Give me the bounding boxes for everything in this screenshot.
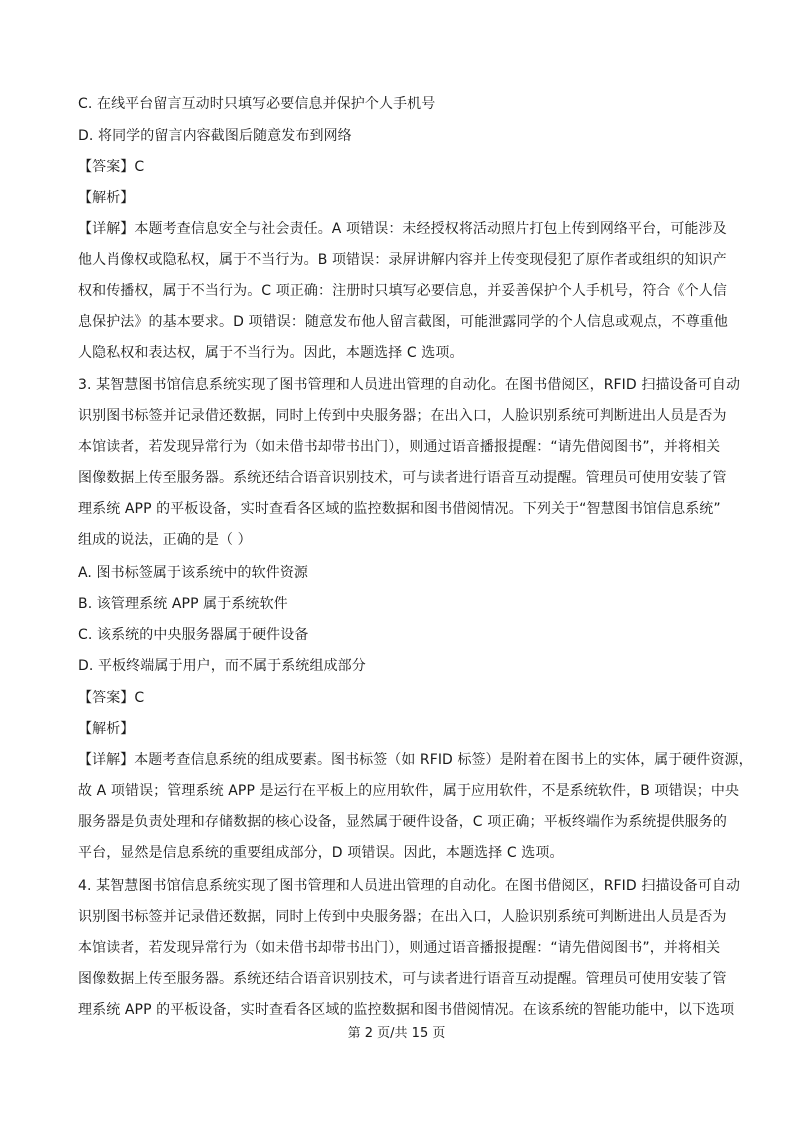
detail-q2-line-4: 息保护法》的基本要求。D 项错误：随意发布他人留言截图，可能泄露同学的个人信息或观点，不尊重他 (78, 314, 728, 330)
question-4-line-3: 本馆读者，若发现异常行为（如未借书却带书出门），则通过语音播报提醒：“请先借阅图书”，并将相关 (78, 940, 721, 956)
q3-option-d: D. 平板终端属于用户，而不属于系统组成部分 (78, 658, 366, 674)
detail-q3-line-3: 服务器是负责处理和存储数据的核心设备，显然属于硬件设备，C 项正确；平板终端作为系统提供服务的 (78, 814, 727, 830)
q3-option-b: B. 该管理系统 APP 属于系统软件 (78, 596, 288, 612)
page-number: 第 2 页/共 15 页 (347, 1026, 446, 1041)
detail-q3-line-4: 平台，显然是信息系统的重要组成部分，D 项错误。因此，本题选择 C 选项。 (78, 845, 564, 861)
question-3-line-3: 本馆读者，若发现异常行为（如未借书却带书出门），则通过语音播报提醒：“请先借阅图书”，并将相关 (78, 439, 721, 455)
question-4-line-2: 识别图书标签并记录借还数据，同时上传到中央服务器；在出入口，人脸识别系统可判断进出人员是否为 (78, 909, 727, 925)
detail-q2-line-3: 权和传播权，属于不当行为。C 项正确：注册时只填写必要信息，并妥善保护个人手机号，符合《个人信 (78, 283, 727, 299)
question-3-line-6: 组成的说法，正确的是（ ） (78, 532, 252, 548)
question-3-line-2: 识别图书标签并记录借还数据，同时上传到中央服务器；在出入口，人脸识别系统可判断进出人员是否为 (78, 408, 727, 424)
q3-option-a: A. 图书标签属于该系统中的软件资源 (78, 565, 309, 581)
option-d-prev: D. 将同学的留言内容截图后随意发布到网络 (78, 128, 352, 144)
answer-label-q3: 【答案】C (78, 690, 145, 706)
analysis-label-q3: 【解析】 (78, 721, 135, 737)
question-4-line-5: 理系统 APP 的平板设备，实时查看各区域的监控数据和图书借阅情况。在该系统的智能功能中，以下选项 (78, 1002, 735, 1018)
detail-q2-line-5: 人隐私权和表达权，属于不当行为。因此，本题选择 C 选项。 (78, 345, 464, 361)
question-3-line-5: 理系统 APP 的平板设备，实时查看各区域的监控数据和图书借阅情况。下列关于“智慧图书馆信息系统” (78, 501, 721, 517)
question-3-line-4: 图像数据上传至服务器。系统还结合语音识别技术，可与读者进行语音互动提醒。管理员可使用安装了管 (78, 470, 727, 486)
q3-option-c: C. 该系统的中央服务器属于硬件设备 (78, 627, 309, 643)
analysis-label-q2: 【解析】 (78, 190, 135, 206)
answer-label-q2: 【答案】C (78, 159, 145, 175)
question-4-line-4: 图像数据上传至服务器。系统还结合语音识别技术，可与读者进行语音互动提醒。管理员可使用安装了管 (78, 971, 727, 987)
detail-q2-line-1: 【详解】本题考查信息安全与社会责任。A 项错误：未经授权将活动照片打包上传到网络平台，可能涉及 (78, 221, 727, 237)
detail-q3-line-1: 【详解】本题考查信息系统的组成要素。图书标签（如 RFID 标签）是附着在图书上的实体，属于硬件资源， (78, 752, 753, 768)
detail-q2-line-2: 他人肖像权或隐私权，属于不当行为。B 项错误：录屏讲解内容并上传变现侵犯了原作者或组织的知识产 (78, 252, 727, 268)
question-4-line-1: 4. 某智慧图书馆信息系统实现了图书管理和人员进出管理的自动化。在图书借阅区，RFID 扫描设备可自动 (78, 878, 741, 894)
question-3-line-1: 3. 某智慧图书馆信息系统实现了图书管理和人员进出管理的自动化。在图书借阅区，RFID 扫描设备可自动 (78, 377, 741, 393)
option-c-prev: C. 在线平台留言互动时只填写必要信息并保护个人手机号 (78, 96, 436, 112)
detail-q3-line-2: 故 A 项错误；管理系统 APP 是运行在平板上的应用软件，属于应用软件，不是系统软件，B 项错误；中央 (78, 783, 740, 799)
